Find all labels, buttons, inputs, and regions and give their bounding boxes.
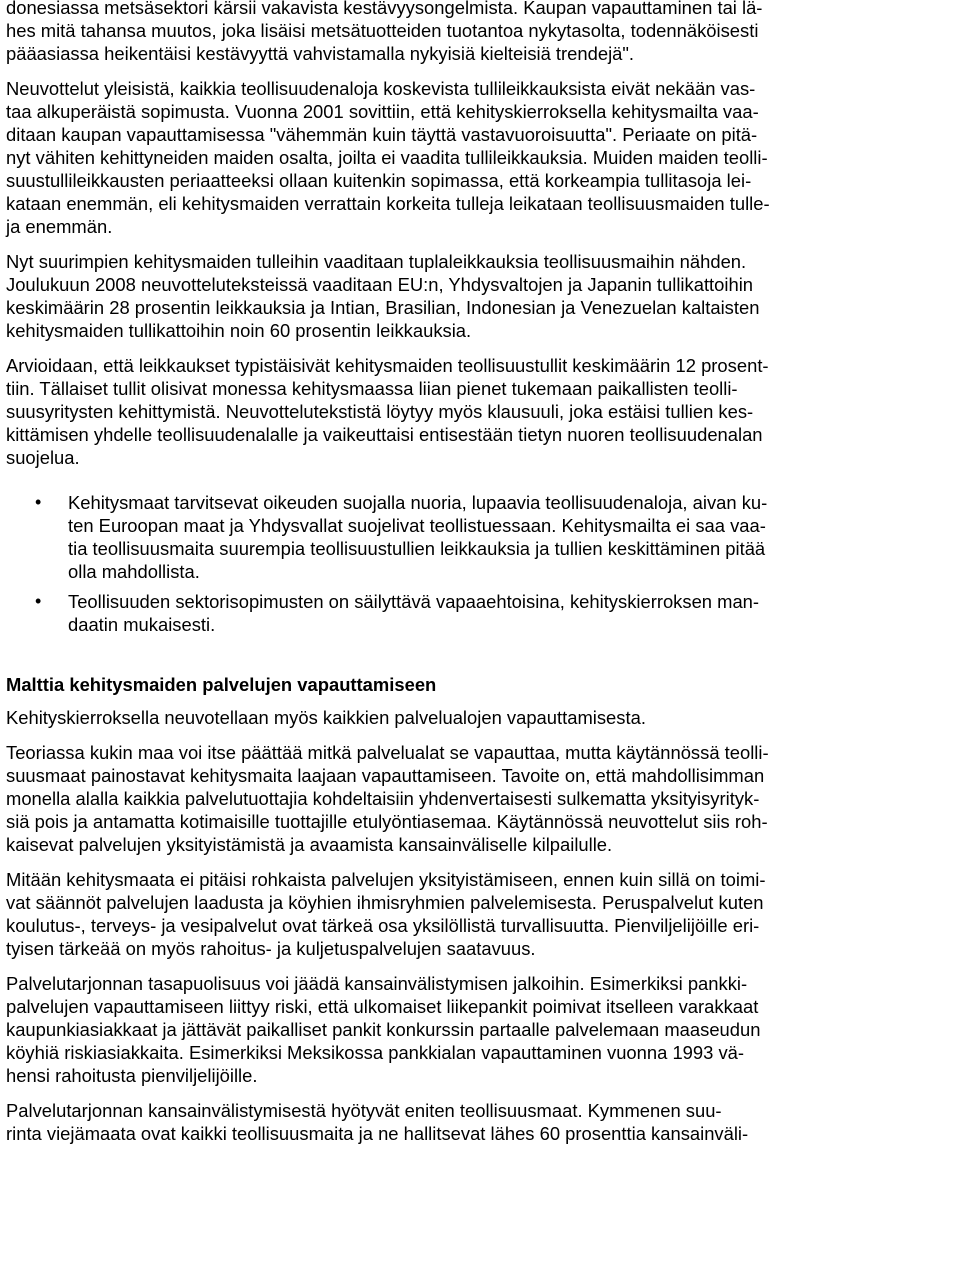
text-line: kaisevat palvelujen yksityistämistä ja avaamista kansainväliselle kilpailulle.: [6, 834, 613, 855]
text-line: kataan enemmän, eli kehitysmaiden verrattain korkeita tulleja leikataan teollisuusmaiden tulle-: [6, 193, 770, 214]
text-line: donesiassa metsäsektori kärsii vakavista kestävyysongelmista. Kaupan vapauttaminen tai lä-: [6, 0, 763, 18]
text-line: suustullileikkausten periaatteeksi ollaan kuitenkin sopimassa, että korkeampia tullitasoja lei-: [6, 170, 752, 191]
text-line: Teollisuuden sektorisopimusten on säilyttävä vapaaehtoisina, kehityskierroksen man-: [68, 591, 760, 612]
text-line: tyisen tärkeää on myös rahoitus- ja kuljetuspalvelujen saatavuus.: [6, 938, 536, 959]
text-line: olla mahdollista.: [68, 561, 200, 582]
bullet-icon: •: [35, 492, 42, 512]
text-line: Joulukuun 2008 neuvotteluteksteissä vaaditaan EU:n, Yhdysvaltojen ja Japanin tullikattoihin: [6, 274, 754, 295]
text-line: hensi rahoitusta pienviljelijöille.: [6, 1065, 258, 1086]
text-line: monella alalla kaikkia palvelutuottajia kohdeltaisiin yhdenvertaisesti sulkematta yksityisyrityk-: [6, 788, 760, 809]
text-line: tia teollisuusmaita suurempia teollisuustullien leikkauksia ja tullien keskittäminen pitää: [68, 538, 766, 559]
text-line: kaupunkiasiakkaat ja jättävät paikalliset pankit konkurssin partaalle palvelemaan maaseudun: [6, 1019, 761, 1040]
text-line: ten Euroopan maat ja Yhdysvallat suojelivat teollistuessaan. Kehitysmailta ei saa vaa-: [68, 515, 766, 536]
text-line: siä pois ja antamatta kotimaisille tuottajille etulyöntiasemaa. Käytännössä neuvottelut siis roh-: [6, 811, 768, 832]
text-line: palvelujen vapauttamiseen liittyy riski, että ulkomaiset liikepankit poimivat itselleen varakkaat: [6, 996, 759, 1017]
text-line: Neuvottelut yleisistä, kaikkia teollisuudenaloja koskevista tullileikkauksista eivät nekään vas-: [6, 78, 756, 99]
text-line: vat säännöt palvelujen laadusta ja köyhien ihmisryhmien palvelemisesta. Peruspalvelut kuten: [6, 892, 764, 913]
section-heading: Malttia kehitysmaiden palvelujen vapauttamiseen: [6, 674, 437, 695]
text-line: Mitään kehitysmaata ei pitäisi rohkaista palvelujen yksityistämiseen, ennen kuin sillä on toimi-: [6, 869, 766, 890]
paragraph: [6, 1099, 950, 1145]
paragraph: [6, 354, 950, 469]
bullet-icon: •: [35, 591, 42, 611]
text-line: Arvioidaan, että leikkaukset typistäisivät kehitysmaiden teollisuustullit keskimäärin 12 prosent-: [6, 355, 769, 376]
text-line: köyhiä riskiasiakkaita. Esimerkiksi Meksikossa pankkialan vapauttaminen vuonna 1993 vä-: [6, 1042, 745, 1063]
document-page: [6, 0, 950, 1145]
paragraph: [6, 972, 950, 1087]
text-line: hes mitä tahansa muutos, joka lisäisi metsätuotteiden tuotantoa nykytasolta, todennäköisesti: [6, 20, 759, 41]
text-line: pääasiassa heikentäisi kestävyyttä vahvistamalla nykyisiä kielteisiä trendejä".: [6, 43, 635, 64]
paragraph: [6, 0, 950, 65]
text-line: daatin mukaisesti.: [68, 614, 216, 635]
text-line: ja enemmän.: [6, 216, 113, 237]
text-line: Kehityskierroksella neuvotellaan myös kaikkien palvelualojen vapauttamisesta.: [6, 707, 646, 728]
text-line: Teoriassa kukin maa voi itse päättää mitkä palvelualat se vapauttaa, mutta käytännössä teolli-: [6, 742, 769, 763]
text-line: kittämisen yhdelle teollisuudenalalle ja vaikeuttaisi entisestään tietyn nuoren teollisuudenalan: [6, 424, 763, 445]
paragraph: [6, 741, 950, 856]
text-line: rinta viejämaata ovat kaikki teollisuusmaita ja ne hallitsevat lähes 60 prosenttia kansainväli-: [6, 1123, 749, 1144]
bullet-item: [6, 491, 950, 583]
text-line: keskimäärin 28 prosentin leikkauksia ja Intian, Brasilian, Indonesian ja Venezuelan kaltaisten: [6, 297, 760, 318]
text-line: suusmaat painostavat kehitysmaita laajaan vapauttamiseen. Tavoite on, että mahdollisimman: [6, 765, 765, 786]
paragraph: [6, 250, 950, 342]
bullet-item: [6, 590, 950, 636]
text-line: ditaan kaupan vapauttamisessa "vähemmän kuin täyttä vastavuoroisuutta". Periaate on pitä-: [6, 124, 758, 145]
paragraph: [6, 77, 950, 238]
text-line: koulutus-, terveys- ja vesipalvelut ovat tärkeä osa yksilöllistä turvallisuutta. Pienviljelijöille eri-: [6, 915, 760, 936]
text-line: Palvelutarjonnan kansainvälistymisestä hyötyvät eniten teollisuusmaat. Kymmenen suu-: [6, 1100, 722, 1121]
text-line: nyt vähiten kehittyneiden maiden osalta, joilta ei vaadita tullileikkauksia. Muiden maiden teolli-: [6, 147, 768, 168]
text-line: taa alkuperäistä sopimusta. Vuonna 2001 sovittiin, että kehityskierroksella kehitysmailta vaa-: [6, 101, 759, 122]
text-line: Palvelutarjonnan tasapuolisuus voi jäädä kansainvälistymisen jalkoihin. Esimerkiksi pankki-: [6, 973, 748, 994]
paragraph: [6, 868, 950, 960]
text-line: kehitysmaiden tullikattoihin noin 60 prosentin leikkauksia.: [6, 320, 472, 341]
text-line: Nyt suurimpien kehitysmaiden tulleihin vaaditaan tuplaleikkauksia teollisuusmaihin nähden.: [6, 251, 747, 272]
paragraph: [6, 706, 950, 729]
text-line: suojelua.: [6, 447, 80, 468]
text-line: suusyritysten kehittymistä. Neuvottelutekstistä löytyy myös klausuuli, joka estäisi tullien kes-: [6, 401, 754, 422]
text-line: Kehitysmaat tarvitsevat oikeuden suojalla nuoria, lupaavia teollisuudenaloja, aivan ku-: [68, 492, 768, 513]
text-line: tiin. Tällaiset tullit olisivat monessa kehitysmaassa liian pienet tukemaan paikallisten teolli-: [6, 378, 738, 399]
